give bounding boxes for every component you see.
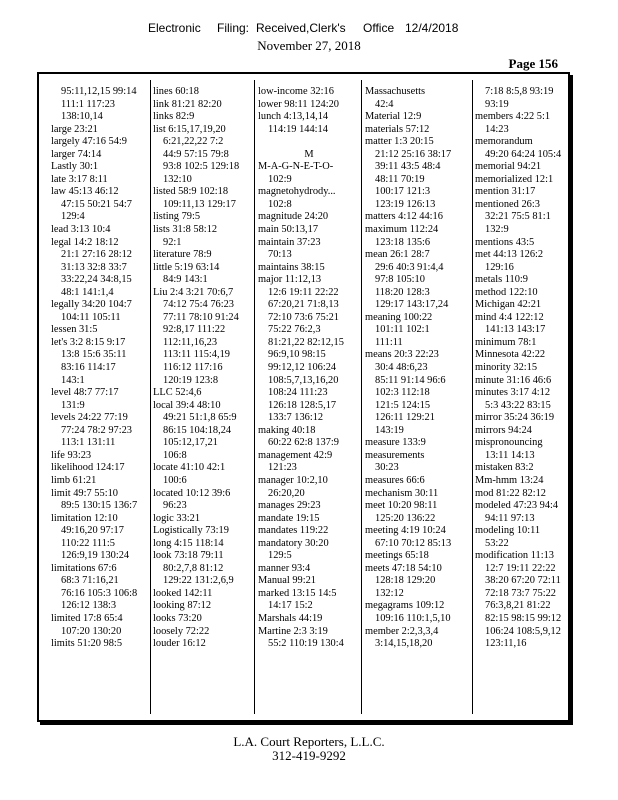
index-continuation-line: 102:3 112:18	[375, 387, 430, 399]
index-continuation-line: 113:11 115:4,19	[163, 349, 230, 361]
index-continuation-line: 108:24 111:23	[268, 387, 328, 399]
index-entry: let's 3:2 8:15 9:17	[51, 336, 126, 348]
index-continuation-line: 47:15 50:21 54:7	[61, 198, 133, 210]
index-continuation-line: 14:17 15:2	[268, 600, 313, 612]
index-column-2	[153, 86, 253, 712]
index-entry: M-A-G-N-E-T-O-	[258, 161, 334, 173]
index-continuation-line: 132:12	[375, 587, 404, 599]
column-divider	[472, 80, 473, 714]
index-entry: level 48:7 77:17	[51, 387, 119, 399]
index-entry: modeling 10:11	[475, 525, 541, 537]
index-entry: little 5:19 63:14	[153, 261, 220, 273]
index-entry: megagrams 109:12	[365, 600, 445, 612]
index-entry: mirror 35:24 36:19	[475, 412, 555, 424]
index-entry: law 45:13 46:12	[51, 186, 119, 198]
index-entry: minute 31:16 46:6	[475, 374, 552, 386]
index-entry: looking 87:12	[153, 600, 212, 612]
index-continuation-line: 100:17 121:3	[375, 186, 431, 198]
index-entry: measurements	[365, 449, 425, 461]
index-continuation-line: 102:9	[268, 173, 292, 185]
index-section-letter: M	[304, 148, 314, 160]
index-entry: lunch 4:13,14,14	[258, 111, 329, 123]
index-continuation-line: 120:19 123:8	[163, 374, 219, 386]
index-entry: literature 78:9	[153, 249, 212, 261]
index-entry: Manual 99:21	[258, 575, 317, 587]
index-entry: matters 4:12 44:16	[365, 211, 443, 223]
index-continuation-line: 109:11,13 129:17	[163, 198, 236, 210]
index-entry: louder 16:12	[153, 638, 206, 650]
index-entry: LLC 52:4,6	[153, 387, 202, 399]
index-continuation-line: 48:11 70:19	[375, 173, 425, 185]
index-entry: member 2:2,3,3,4	[365, 625, 439, 637]
index-continuation-line: 96:9,10 98:15	[268, 349, 326, 361]
index-entry: lists 31:8 58:12	[153, 224, 218, 236]
index-entry: lower 98:11 124:20	[258, 98, 339, 110]
index-continuation-line: 123:19 126:13	[375, 198, 436, 210]
filing-word-1: Electronic	[148, 21, 201, 35]
index-entry: method 122:10	[475, 286, 538, 298]
index-continuation-line: 55:2 110:19 130:4	[268, 638, 344, 650]
index-entry: measures 66:6	[365, 474, 425, 486]
index-continuation-line: 32:21 75:5 81:1	[485, 211, 551, 223]
index-continuation-line: 143:19	[375, 424, 404, 436]
index-entry: meet 10:20 98:11	[365, 500, 438, 512]
index-continuation-line: 107:20 130:20	[61, 625, 122, 637]
index-entry: memorialized 12:1	[475, 173, 554, 185]
index-entry: mind 4:4 122:12	[475, 311, 544, 323]
index-continuation-line: 49:21 51:1,8 65:9	[163, 412, 237, 424]
index-continuation-line: 48:1 141:1,4	[61, 286, 114, 298]
index-continuation-line: 13:11 14:13	[485, 449, 535, 461]
index-entry: minutes 3:17 4:12	[475, 387, 551, 399]
reporter-company: L.A. Court Reporters, L.L.C.	[233, 734, 385, 749]
index-entry: mistaken 83:2	[475, 462, 534, 474]
index-continuation-line: 106:24 108:5,9,12	[485, 625, 561, 637]
index-continuation-line: 111:1 117:23	[61, 98, 115, 110]
index-entry: limb 61:21	[51, 474, 97, 486]
index-entry: major 11:12,13	[258, 274, 322, 286]
index-column-1	[51, 86, 149, 712]
index-continuation-line: 7:18 8:5,8 93:19	[485, 86, 554, 97]
index-continuation-line: 80:2,7,8 81:12	[163, 562, 224, 574]
index-continuation-line: 104:11 105:11	[61, 311, 121, 323]
index-continuation-line: 38:20 67:20 72:11	[485, 575, 561, 587]
index-continuation-line: 49:16,20 97:17	[61, 525, 124, 537]
index-continuation-line: 42:4	[375, 98, 394, 110]
index-continuation-line: 92:1	[163, 236, 182, 248]
index-continuation-line: 82:15 98:15 99:12	[485, 612, 562, 624]
index-continuation-line: 77:11 78:10 91:24	[163, 311, 239, 323]
index-continuation-line: 133:7 136:12	[268, 412, 324, 424]
index-entry: list 6:15,17,19,20	[153, 123, 226, 135]
index-entry: manager 10:2,10	[258, 474, 328, 486]
index-continuation-line: 141:13 143:17	[485, 324, 546, 336]
index-entry: met 44:13 126:2	[475, 249, 544, 261]
index-entry: matter 1:3 20:15	[365, 136, 434, 148]
index-continuation-line: 14:23	[485, 123, 509, 135]
index-continuation-line: 131:9	[61, 399, 85, 411]
index-continuation-line: 72:10 73:6 75:21	[268, 311, 340, 323]
index-continuation-line: 74:12 75:4 76:23	[163, 299, 235, 311]
index-continuation-line: 129:4	[61, 211, 85, 223]
index-entry: mention 31:17	[475, 186, 536, 198]
index-entry: looked 142:11	[153, 587, 213, 599]
index-continuation-line: 26:20,20	[268, 487, 305, 499]
index-entry: modification 11:13	[475, 550, 554, 562]
index-entry: members 4:22 5:1	[475, 111, 551, 123]
index-entry: mod 81:22 82:12	[475, 487, 547, 499]
reporter-phone: 312-419-9292	[272, 748, 346, 763]
filing-word-3: Received,Clerk's	[256, 21, 346, 35]
index-entry: late 3:17 8:11	[51, 173, 108, 185]
index-entry: maximum 112:24	[365, 224, 439, 236]
index-entry: likelihood 124:17	[51, 462, 125, 474]
index-column-3	[258, 86, 360, 712]
index-entry	[258, 136, 360, 149]
filing-word-2: Filing:	[217, 21, 250, 35]
index-entry: loosely 72:22	[153, 625, 210, 637]
filing-word-5: 12/4/2018	[405, 21, 459, 35]
index-entry: meeting 4:19 10:24	[365, 525, 446, 537]
index-entry: mechanism 30:11	[365, 487, 439, 499]
index-continuation-line: 108:5,7,13,16,20	[268, 374, 339, 386]
index-continuation-line: 29:6 40:3 91:4,4	[375, 261, 444, 273]
index-continuation-line: 39:11 43:5 48:4	[375, 161, 441, 173]
index-entry: low-income 32:16	[258, 86, 334, 97]
index-continuation-line: 6:21,22,22 7:2	[163, 136, 224, 148]
index-continuation-line: 21:1 27:16 28:12	[61, 249, 133, 261]
index-entry: Liu 2:4 3:21 70:6,7	[153, 286, 234, 298]
transcript-date: November 27, 2018	[257, 38, 361, 53]
index-continuation-line: 13:8 15:6 35:11	[61, 349, 127, 361]
index-entry: marked 13:15 14:5	[258, 587, 337, 599]
index-continuation-line: 21:12 25:16 38:17	[375, 148, 452, 160]
index-entry: memorial 94:21	[475, 161, 542, 173]
index-entry: modeled 47:23 94:4	[475, 500, 559, 512]
index-entry: lead 3:13 10:4	[51, 224, 111, 236]
index-continuation-line: 53:22	[485, 537, 509, 549]
index-continuation-line: 95:11,12,15 99:14	[61, 86, 137, 97]
index-continuation-line: 33:22,24 34:8,15	[61, 274, 132, 286]
index-column-4	[365, 86, 471, 712]
index-continuation-line: 101:11 102:1	[375, 324, 430, 336]
index-entry: mentions 43:5	[475, 236, 535, 248]
index-entry: mandatory 30:20	[258, 537, 329, 549]
index-entry: metals 110:9	[475, 274, 529, 286]
index-continuation-line: 86:15 104:18,24	[163, 424, 232, 436]
index-continuation-line: 111:11	[375, 336, 403, 348]
index-continuation-line: 126:12 138:3	[61, 600, 117, 612]
index-entry: Logistically 73:19	[153, 525, 229, 537]
index-entry: Material 12:9	[365, 111, 422, 123]
index-continuation-line: 3:14,15,18,20	[375, 638, 433, 650]
index-continuation-line: 129:5	[268, 550, 292, 562]
index-continuation-line: 125:20 136:22	[375, 512, 436, 524]
index-entry: maintain 37:23	[258, 236, 321, 248]
column-divider	[150, 80, 151, 714]
index-continuation-line: 123:11,16	[485, 638, 527, 650]
index-continuation-line: 30:4 48:6,23	[375, 362, 428, 374]
index-entry: look 73:18 79:11	[153, 550, 224, 562]
index-continuation-line: 112:11,16,23	[163, 336, 218, 348]
index-entry: magnitude 24:20	[258, 211, 329, 223]
index-entry: management 42:9	[258, 449, 333, 461]
index-entry: meaning 100:22	[365, 311, 433, 323]
index-continuation-line: 97:8 105:10	[375, 274, 425, 286]
index-entry: maintains 38:15	[258, 261, 325, 273]
index-continuation-line: 106:8	[163, 449, 187, 461]
index-entry: looks 73:20	[153, 612, 202, 624]
index-continuation-line: 67:10 70:12 85:13	[375, 537, 452, 549]
index-entry: limit 49:7 55:10	[51, 487, 118, 499]
index-entry: mentioned 26:3	[475, 198, 540, 210]
index-entry: main 50:13,17	[258, 224, 319, 236]
index-entry: located 10:12 39:6	[153, 487, 231, 499]
index-continuation-line: 105:12,17,21	[163, 437, 218, 449]
index-continuation-line: 93:8 102:5 129:18	[163, 161, 240, 173]
index-entry: materials 57:12	[365, 123, 430, 135]
index-entry: largely 47:16 54:9	[51, 136, 127, 148]
index-continuation-line: 138:10,14	[61, 111, 103, 123]
index-entry: minimum 78:1	[475, 336, 537, 348]
index-entry: large 23:21	[51, 123, 98, 135]
index-continuation-line: 85:11 91:14 96:6	[375, 374, 446, 386]
index-continuation-line: 128:18 129:20	[375, 575, 436, 587]
index-entry: mirrors 94:24	[475, 424, 532, 436]
index-column-5	[475, 86, 569, 712]
index-continuation-line: 94:11 97:13	[485, 512, 535, 524]
index-continuation-line: 72:18 73:7 75:22	[485, 587, 557, 599]
index-entry: limits 51:20 98:5	[51, 638, 123, 650]
index-continuation-line: 114:19 144:14	[268, 123, 328, 135]
index-entry: lines 60:18	[153, 86, 199, 97]
index-entry: mean 26:1 28:7	[365, 249, 430, 261]
index-continuation-line: 60:22 62:8 137:9	[268, 437, 340, 449]
index-continuation-line: 49:20 64:24 105:4	[485, 148, 562, 160]
index-continuation-line: 68:3 71:16,21	[61, 575, 119, 587]
filing-word-4: Office	[363, 21, 395, 35]
index-entry: links 82:9	[153, 111, 195, 123]
index-entry: lessen 31:5	[51, 324, 98, 336]
index-continuation-line: 129:16	[485, 261, 514, 273]
column-divider	[361, 80, 362, 714]
index-continuation-line: 30:23	[375, 462, 399, 474]
index-continuation-line: 132:10	[163, 173, 192, 185]
index-continuation-line: 113:1 131:11	[61, 437, 116, 449]
index-entry: Lastly 30:1	[51, 161, 99, 173]
index-entry: limitation 12:10	[51, 512, 118, 524]
index-continuation-line: 109:16 110:1,5,10	[375, 612, 451, 624]
index-entry: manages 29:23	[258, 500, 321, 512]
index-entry: means 20:3 22:23	[365, 349, 439, 361]
index-continuation-line: 76:3,8,21 81:22	[485, 600, 551, 612]
index-continuation-line: 93:19	[485, 98, 509, 110]
index-continuation-line: 81:21,22 82:12,15	[268, 336, 344, 348]
index-entry: legally 34:20 104:7	[51, 299, 132, 311]
index-entry: Mm-hmm 13:24	[475, 474, 544, 486]
index-continuation-line: 31:13 32:8 33:7	[61, 261, 127, 273]
index-entry: Marshals 44:19	[258, 612, 323, 624]
index-entry: levels 24:22 77:19	[51, 412, 128, 424]
index-continuation-line: 110:22 111:5	[61, 537, 115, 549]
index-continuation-line: 129:17 143:17,24	[375, 299, 449, 311]
index-continuation-line: 121:5 124:15	[375, 399, 431, 411]
column-divider	[254, 80, 255, 714]
index-entry: listing 79:5	[153, 211, 201, 223]
index-entry: mandate 19:15	[258, 512, 320, 524]
index-entry: memorandum	[475, 136, 533, 148]
index-continuation-line: 75:22 76:2,3	[268, 324, 321, 336]
index-frame	[37, 72, 570, 722]
index-entry: magnetohydrody...	[258, 186, 336, 198]
index-continuation-line: 12:7 19:11 22:22	[485, 562, 556, 574]
index-entry: making 40:18	[258, 424, 316, 436]
index-entry: Martine 2:3 3:19	[258, 625, 328, 637]
index-continuation-line: 118:20 128:3	[375, 286, 430, 298]
index-entry: locate 41:10 42:1	[153, 462, 226, 474]
index-continuation-line: 100:6	[163, 474, 187, 486]
index-continuation-line: 132:9	[485, 224, 509, 236]
index-entry: logic 33:21	[153, 512, 201, 524]
index-entry: larger 74:14	[51, 148, 102, 160]
index-entry: local 39:4 48:10	[153, 399, 221, 411]
index-entry: link 81:21 82:20	[153, 98, 222, 110]
index-continuation-line: 126:18 128:5,17	[268, 399, 337, 411]
index-entry: life 93:23	[51, 449, 92, 461]
index-continuation-line: 70:13	[268, 249, 292, 261]
index-continuation-line: 96:23	[163, 500, 187, 512]
index-continuation-line: 44:9 57:15 79:8	[163, 148, 229, 160]
index-continuation-line: 76:16 105:3 106:8	[61, 587, 138, 599]
index-continuation-line: 89:5 130:15 136:7	[61, 500, 138, 512]
index-entry: limited 17:8 65:4	[51, 612, 123, 624]
index-continuation-line: 84:9 143:1	[163, 274, 208, 286]
index-continuation-line: 126:11 129:21	[375, 412, 435, 424]
index-continuation-line: 5:3 43:22 83:15	[485, 399, 551, 411]
index-entry: mispronouncing	[475, 437, 543, 449]
index-entry: listed 58:9 102:18	[153, 186, 229, 198]
index-continuation-line: 102:8	[268, 198, 292, 210]
index-continuation-line: 92:8,17 111:22	[163, 324, 226, 336]
index-entry: long 4:15 118:14	[153, 537, 224, 549]
index-continuation-line: 129:22 131:2,6,9	[163, 575, 234, 587]
index-entry: meets 47:18 54:10	[365, 562, 442, 574]
index-entry: mandates 119:22	[258, 525, 329, 537]
index-continuation-line: 123:18 135:6	[375, 236, 431, 248]
page-number: Page 156	[508, 56, 558, 71]
index-continuation-line: 83:16 114:17	[61, 362, 116, 374]
index-entry: meetings 65:18	[365, 550, 429, 562]
index-entry: minority 32:15	[475, 362, 538, 374]
index-continuation-line: 99:12,12 106:24	[268, 362, 337, 374]
index-continuation-line: 67:20,21 71:8,13	[268, 299, 339, 311]
index-continuation-line: 12:6 19:11 22:22	[268, 286, 339, 298]
index-entry: Massachusetts	[365, 86, 426, 97]
index-entry: Minnesota 42:22	[475, 349, 546, 361]
index-entry: legal 14:2 18:12	[51, 236, 119, 248]
index-continuation-line: 77:24 78:2 97:23	[61, 424, 133, 436]
index-entry: manner 93:4	[258, 562, 311, 574]
index-entry: Michigan 42:21	[475, 299, 542, 311]
index-continuation-line: 116:12 117:16	[163, 362, 223, 374]
index-continuation-line: 121:23	[268, 462, 297, 474]
index-continuation-line: 126:9,19 130:24	[61, 550, 130, 562]
index-continuation-line: 143:1	[61, 374, 85, 386]
index-entry: measure 133:9	[365, 437, 426, 449]
index-entry: limitations 67:6	[51, 562, 117, 574]
